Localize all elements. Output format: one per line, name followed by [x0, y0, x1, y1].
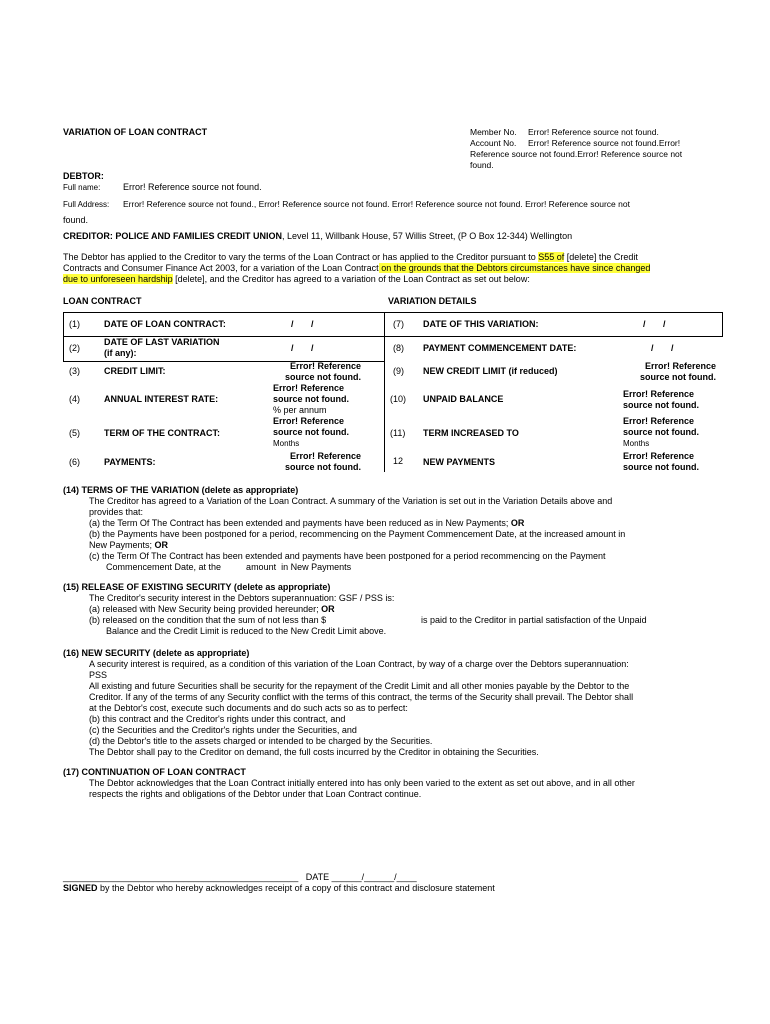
row-label: NEW PAYMENTS [423, 457, 496, 467]
intro-text-1: The Debtor has applied to the Creditor to vary the terms of the Loan Contract or has applied to the Creditor pursuant to [63, 252, 539, 262]
row-number: (6) [69, 457, 80, 467]
signature-text: by the Debtor who hereby acknowledges receipt of a copy of this contract and disclosure statement [97, 883, 495, 893]
fullname-value: Error! Reference source not found. [123, 182, 262, 192]
row-label: DATE OF LAST VARIATION [104, 337, 220, 347]
row-label: ANNUAL INTEREST RATE: [104, 394, 219, 404]
row-value-unit: Months [623, 439, 650, 448]
variation-details-heading: VARIATION DETAILS [388, 296, 477, 306]
creditor-details: , Level 11, Willbank House, 57 Willis Street, (P O Box 12-344) Wellington [282, 231, 573, 241]
row-value-unit: % per annum [273, 405, 327, 415]
section-16-item: (c) the Securities and the Creditor's rights under the Securities, and [89, 725, 357, 735]
account-value: Error! Reference source not found.Error! [528, 138, 681, 148]
creditor-label: CREDITOR: POLICE AND FAMILIES CREDIT UNION [63, 231, 283, 241]
member-value: Error! Reference source not found. [528, 127, 659, 137]
section-15-item-b: (b) released on the condition that the sum of not less than $ [89, 615, 327, 625]
intro-highlight-grounds: on the grounds that the Debtors circumstances have since changed [378, 263, 651, 273]
address-value: Error! Reference source not found., Error! Reference source not found. Error! Reference source not found. Error! Reference source not [123, 199, 630, 209]
address-value-cont: found. [63, 215, 89, 225]
section-17 [63, 767, 743, 800]
intro-highlight-s55: S55 of [538, 252, 565, 262]
account-value-cont1: Reference source not found.Error! Reference source not [470, 149, 683, 159]
row-label: TERM INCREASED TO [423, 428, 519, 438]
row-value: / / [651, 343, 674, 353]
section-14-item-b: (b) the Payments have been postponed for a period, recommencing on the Payment Commencement Date, at the increased amount in [89, 529, 626, 539]
or-label: OR [510, 518, 525, 528]
section-16-text: The Debtor shall pay to the Creditor on demand, the full costs incurred by the Creditor in obtaining the Securities. [89, 747, 539, 757]
row-number: (8) [393, 343, 404, 353]
document-title: VARIATION OF LOAN CONTRACT [63, 127, 208, 137]
row-number: 12 [393, 456, 404, 466]
row-value-cont: source not found. [285, 372, 361, 382]
row-number: (5) [69, 428, 80, 438]
row-number: (3) [69, 366, 80, 376]
row-value-cont: source not found. [273, 394, 349, 404]
section-15-text: The Creditor's security interest in the Debtors superannuation: GSF / PSS is: [89, 593, 395, 603]
section-17-text: respects the rights and obligations of the Debtor under that Loan Contract continue. [89, 789, 422, 799]
section-16-text: PSS [89, 670, 108, 680]
row-number: (2) [69, 343, 80, 353]
row-label-sub: (if any): [104, 348, 137, 358]
row-value-cont: source not found. [640, 372, 716, 382]
intro-paragraph [63, 252, 733, 285]
section-16-text: at the Debtor's cost, execute such documents and do such acts so as to perfect: [89, 703, 408, 713]
section-14 [63, 485, 743, 573]
row-value: Error! Reference [273, 416, 345, 426]
row-value-cont: source not found. [273, 427, 349, 437]
row-value: Error! Reference [273, 383, 345, 393]
loan-details-table [63, 312, 723, 472]
row-label: DATE OF THIS VARIATION: [423, 319, 539, 329]
row-value: Error! Reference [644, 361, 716, 371]
creditor-line [63, 231, 572, 242]
section-16-item: (b) this contract and the Creditor's rights under this contract, and [89, 714, 346, 724]
section-16-text: Creditor. If any of the terms of any Security conflict with the terms of this contract, the terms of the Security shall prevail. The Debtor shall [89, 692, 634, 702]
section-16-text: All existing and future Securities shall be security for the repayment of the Credit Limit and all other monies payable by the Debtor to the [89, 681, 630, 691]
row-number: (1) [69, 319, 80, 329]
section-16-heading: (16) NEW SECURITY (delete as appropriate) [63, 648, 250, 658]
row-number: (9) [393, 366, 404, 376]
row-value-cont: source not found. [623, 400, 699, 410]
row-number: (10) [390, 394, 407, 404]
signature-statement [63, 883, 495, 894]
row-value: Error! Reference [623, 389, 695, 399]
row-label: TERM OF THE CONTRACT: [104, 428, 220, 438]
account-label: Account No. [470, 138, 517, 148]
account-value-cont2: found. [470, 160, 494, 170]
row-number: (11) [390, 428, 406, 438]
debtor-heading: DEBTOR: [63, 171, 104, 181]
section-15-item-b-cont: Balance and the Credit Limit is reduced to the New Credit Limit above. [106, 626, 387, 636]
row-value: / / [643, 319, 666, 329]
row-label: PAYMENTS: [104, 457, 156, 467]
section-16 [63, 648, 743, 758]
loan-contract-heading: LOAN CONTRACT [63, 296, 142, 306]
section-15-item-b-tail: is paid to the Creditor in partial satisfaction of the Unpaid [421, 615, 647, 625]
section-14-item-c-cont: Commencement Date, at the amount in New Payments [106, 562, 352, 572]
row-value: Error! Reference [623, 451, 695, 461]
or-label: OR [321, 604, 335, 614]
section-17-text: The Debtor acknowledges that the Loan Contract initially entered into has only been varied to the extent as set out above, and in all other [89, 778, 635, 788]
section-14-item-c: (c) the Term Of The Contract has been extended and payments have been postponed for a period recommencing on the Payment [89, 551, 606, 561]
row-label: UNPAID BALANCE [423, 394, 504, 404]
member-label: Member No. [470, 127, 517, 137]
signed-label: SIGNED [63, 883, 98, 893]
intro-text-3: [delete] the Credit [564, 252, 638, 262]
section-14-text: provides that: [89, 507, 144, 517]
row-label: CREDIT LIMIT: [104, 366, 166, 376]
section-15-item-a: (a) released with New Security being provided hereunder; [89, 604, 322, 614]
intro-text-4: Contracts and Consumer Finance Act 2003, for a variation of the Loan Contract [63, 263, 379, 273]
fullname-label: Full name: [63, 183, 101, 192]
row-value: / / [291, 319, 314, 329]
intro-text-7: [delete], and the Creditor has agreed to a variation of the Loan Contract as set out below: [172, 274, 530, 284]
section-16-text: A security interest is required, as a condition of this variation of the Loan Contract, by way of a charge over the Debtors superannuation: [89, 659, 629, 669]
section-16-item: (d) the Debtor's title to the assets charged or intended to be charged by the Securities. [89, 736, 433, 746]
section-14-text: The Creditor has agreed to a Variation of the Loan Contract. A summary of the Variation is set out in the Variation Details above and [89, 496, 613, 506]
section-17-heading: (17) CONTINUATION OF LOAN CONTRACT [63, 767, 246, 777]
row-number: (7) [393, 319, 404, 329]
signature-line: _______________________________________________ DATE ______/______/____ [63, 872, 417, 882]
address-label: Full Address: [63, 200, 110, 209]
row-value: Error! Reference [289, 361, 361, 371]
row-number: (4) [69, 394, 80, 404]
row-value: Error! Reference [623, 416, 695, 426]
section-14-item-a: (a) the Term Of The Contract has been extended and payments have been reduced as in New Payments; [89, 518, 511, 528]
row-label: PAYMENT COMMENCEMENT DATE: [423, 343, 577, 353]
row-label: NEW CREDIT LIMIT (if reduced) [423, 366, 558, 376]
row-value: / / [291, 343, 314, 353]
row-label: DATE OF LOAN CONTRACT: [104, 319, 226, 329]
row-value-unit: Months [273, 439, 300, 448]
row-value-cont: source not found. [623, 462, 699, 472]
row-value-cont: source not found. [623, 427, 699, 437]
account-block [470, 127, 740, 171]
section-15 [63, 582, 743, 637]
section-14-heading: (14) TERMS OF THE VARIATION (delete as appropriate) [63, 485, 299, 495]
intro-highlight-hardship: due to unforeseen hardship [63, 274, 173, 284]
section-15-heading: (15) RELEASE OF EXISTING SECURITY (delete as appropriate) [63, 582, 331, 592]
row-value-cont: source not found. [285, 462, 361, 472]
or-label: OR [154, 540, 169, 550]
row-value: Error! Reference [289, 451, 361, 461]
section-14-item-b-cont: New Payments; [89, 540, 155, 550]
